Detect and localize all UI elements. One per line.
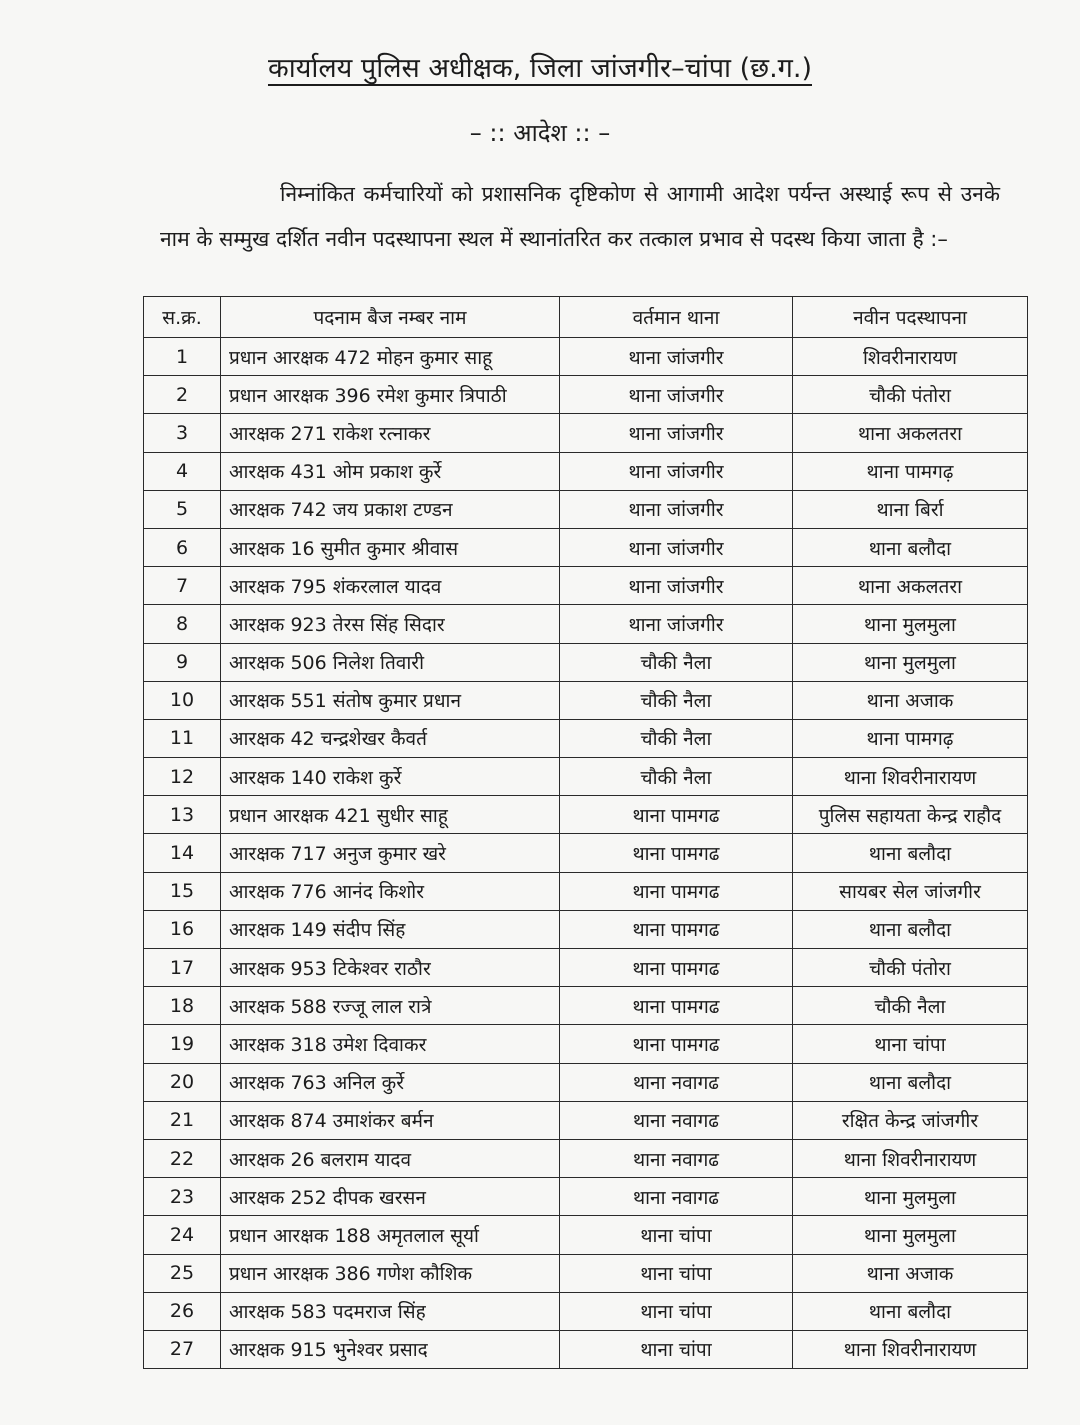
cell-current-station: थाना जांजगीर [560,376,793,414]
table-body [144,338,1028,1369]
cell-current-station: थाना जांजगीर [560,414,793,452]
cell-current-station: थाना पामगढ [560,1025,793,1063]
table-row [144,987,1028,1025]
cell-serial: 13 [144,796,221,834]
cell-serial: 17 [144,949,221,987]
cell-current-station: थाना नवागढ [560,1178,793,1216]
table-row [144,1330,1028,1368]
cell-current-station: थाना चांपा [560,1216,793,1254]
cell-current-station: थाना जांजगीर [560,605,793,643]
cell-serial: 3 [144,414,221,452]
cell-current-station: थाना पामगढ [560,796,793,834]
table-row [144,643,1028,681]
cell-serial: 11 [144,719,221,757]
cell-new-posting: थाना बलौदा [793,910,1028,948]
cell-name: आरक्षक 763 अनिल कुर्रे [221,1063,560,1101]
cell-serial: 18 [144,987,221,1025]
order-intro-paragraph: निम्नांकित कर्मचारियों को प्रशासनिक दृष्टिकोण से आगामी आदेश पर्यन्त अस्थाई रूप से उनके नाम के सम्मुख दर्शित नवीन पदस्थापना स्थल में स्थानांतरित कर तत्काल प्रभाव से पदस्थ किया जाता है :– [160,182,1000,251]
cell-name: आरक्षक 140 राकेश कुर्रे [221,758,560,796]
cell-serial: 4 [144,452,221,490]
table-row [144,528,1028,566]
table-row [144,681,1028,719]
cell-serial: 25 [144,1254,221,1292]
cell-current-station: थाना पामगढ [560,872,793,910]
cell-name: आरक्षक 551 संतोष कुमार प्रधान [221,681,560,719]
table-row [144,376,1028,414]
transfer-table [143,296,1028,1369]
table-row [144,910,1028,948]
cell-new-posting: रक्षित केन्द्र जांजगीर [793,1101,1028,1139]
cell-current-station: थाना जांजगीर [560,528,793,566]
table-row [144,834,1028,872]
cell-new-posting: थाना चांपा [793,1025,1028,1063]
cell-new-posting: चौकी पंतोरा [793,949,1028,987]
cell-serial: 23 [144,1178,221,1216]
cell-serial: 12 [144,758,221,796]
table-header-row [144,297,1028,338]
cell-serial: 20 [144,1063,221,1101]
cell-current-station: थाना पामगढ [560,910,793,948]
cell-new-posting: थाना मुलमुला [793,605,1028,643]
cell-current-station: चौकी नैला [560,758,793,796]
cell-serial: 10 [144,681,221,719]
cell-serial: 22 [144,1139,221,1177]
cell-name: प्रधान आरक्षक 472 मोहन कुमार साहू [221,338,560,376]
cell-current-station: चौकी नैला [560,643,793,681]
table-row [144,490,1028,528]
cell-serial: 19 [144,1025,221,1063]
table-row [144,1216,1028,1254]
cell-name: प्रधान आरक्षक 188 अमृतलाल सूर्या [221,1216,560,1254]
table-row [144,872,1028,910]
cell-name: आरक्षक 923 तेरस सिंह सिदार [221,605,560,643]
table-row [144,1292,1028,1330]
cell-name: आरक्षक 506 निलेश तिवारी [221,643,560,681]
table-row [144,796,1028,834]
table-row [144,605,1028,643]
table-row [144,1178,1028,1216]
cell-new-posting: थाना मुलमुला [793,1216,1028,1254]
cell-new-posting: थाना बलौदा [793,834,1028,872]
cell-name: आरक्षक 26 बलराम यादव [221,1139,560,1177]
cell-current-station: थाना जांजगीर [560,490,793,528]
cell-new-posting: चौकी पंतोरा [793,376,1028,414]
cell-new-posting: थाना शिवरीनारायण [793,1139,1028,1177]
header-current-station: वर्तमान थाना [560,297,793,338]
cell-current-station: थाना नवागढ [560,1139,793,1177]
cell-current-station: थाना नवागढ [560,1101,793,1139]
cell-name: प्रधान आरक्षक 421 सुधीर साहू [221,796,560,834]
cell-serial: 26 [144,1292,221,1330]
cell-new-posting: थाना अकलतरा [793,414,1028,452]
cell-new-posting: थाना अजाक [793,681,1028,719]
cell-name: आरक्षक 776 आनंद किशोर [221,872,560,910]
cell-current-station: थाना चांपा [560,1330,793,1368]
cell-new-posting: चौकी नैला [793,987,1028,1025]
cell-current-station: थाना जांजगीर [560,452,793,490]
cell-current-station: चौकी नैला [560,719,793,757]
cell-new-posting: थाना अजाक [793,1254,1028,1292]
table-row [144,452,1028,490]
table-row [144,567,1028,605]
cell-new-posting: पुलिस सहायता केन्द्र राहौद [793,796,1028,834]
cell-current-station: थाना चांपा [560,1254,793,1292]
cell-name: आरक्षक 271 राकेश रत्नाकर [221,414,560,452]
table-row [144,949,1028,987]
cell-name: आरक्षक 252 दीपक खरसन [221,1178,560,1216]
table-row [144,758,1028,796]
cell-name: आरक्षक 431 ओम प्रकाश कुर्रे [221,452,560,490]
table-row [144,1139,1028,1177]
cell-new-posting: शिवरीनारायण [793,338,1028,376]
cell-name: आरक्षक 583 पदमराज सिंह [221,1292,560,1330]
cell-serial: 24 [144,1216,221,1254]
header-serial: स.क्र. [144,297,221,338]
cell-name: आरक्षक 717 अनुज कुमार खरे [221,834,560,872]
cell-serial: 15 [144,872,221,910]
cell-new-posting: थाना बलौदा [793,528,1028,566]
cell-serial: 6 [144,528,221,566]
cell-serial: 27 [144,1330,221,1368]
table-row [144,1063,1028,1101]
cell-current-station: चौकी नैला [560,681,793,719]
cell-serial: 5 [144,490,221,528]
order-heading: – :: आदेश :: – [469,119,611,147]
cell-serial: 8 [144,605,221,643]
cell-current-station: थाना पामगढ [560,834,793,872]
cell-current-station: थाना चांपा [560,1292,793,1330]
cell-name: आरक्षक 16 सुमीत कुमार श्रीवास [221,528,560,566]
cell-new-posting: थाना बिर्रा [793,490,1028,528]
cell-new-posting: थाना शिवरीनारायण [793,1330,1028,1368]
header-name: पदनाम बैज नम्बर नाम [221,297,560,338]
cell-new-posting: थाना मुलमुला [793,1178,1028,1216]
cell-new-posting: थाना पामगढ़ [793,452,1028,490]
cell-name: आरक्षक 742 जय प्रकाश टण्डन [221,490,560,528]
cell-name: आरक्षक 42 चन्द्रशेखर कैवर्त [221,719,560,757]
cell-serial: 9 [144,643,221,681]
cell-current-station: थाना पामगढ [560,987,793,1025]
cell-serial: 14 [144,834,221,872]
cell-current-station: थाना नवागढ [560,1063,793,1101]
table-row [144,1025,1028,1063]
cell-new-posting: थाना अकलतरा [793,567,1028,605]
table-row [144,1254,1028,1292]
cell-serial: 1 [144,338,221,376]
cell-name: आरक्षक 795 शंकरलाल यादव [221,567,560,605]
cell-name: आरक्षक 953 टिकेश्वर राठौर [221,949,560,987]
table-row [144,338,1028,376]
cell-name: प्रधान आरक्षक 396 रमेश कुमार त्रिपाठी [221,376,560,414]
cell-new-posting: थाना पामगढ़ [793,719,1028,757]
table-row [144,1101,1028,1139]
cell-new-posting: थाना बलौदा [793,1063,1028,1101]
cell-name: प्रधान आरक्षक 386 गणेश कौशिक [221,1254,560,1292]
cell-new-posting: सायबर सेल जांजगीर [793,872,1028,910]
cell-name: आरक्षक 915 भुनेश्वर प्रसाद [221,1330,560,1368]
cell-new-posting: थाना बलौदा [793,1292,1028,1330]
table-row [144,414,1028,452]
cell-new-posting: थाना शिवरीनारायण [793,758,1028,796]
cell-name: आरक्षक 149 संदीप सिंह [221,910,560,948]
cell-current-station: थाना जांजगीर [560,338,793,376]
cell-name: आरक्षक 318 उमेश दिवाकर [221,1025,560,1063]
cell-serial: 16 [144,910,221,948]
cell-serial: 7 [144,567,221,605]
table-row [144,719,1028,757]
cell-new-posting: थाना मुलमुला [793,643,1028,681]
cell-serial: 2 [144,376,221,414]
cell-name: आरक्षक 874 उमाशंकर बर्मन [221,1101,560,1139]
office-title: कार्यालय पुलिस अधीक्षक, जिला जांजगीर–चांपा (छ.ग.) [267,53,812,84]
cell-current-station: थाना जांजगीर [560,567,793,605]
cell-current-station: थाना पामगढ [560,949,793,987]
cell-serial: 21 [144,1101,221,1139]
header-new-posting: नवीन पदस्थापना [793,297,1028,338]
cell-name: आरक्षक 588 रज्जू लाल रात्रे [221,987,560,1025]
